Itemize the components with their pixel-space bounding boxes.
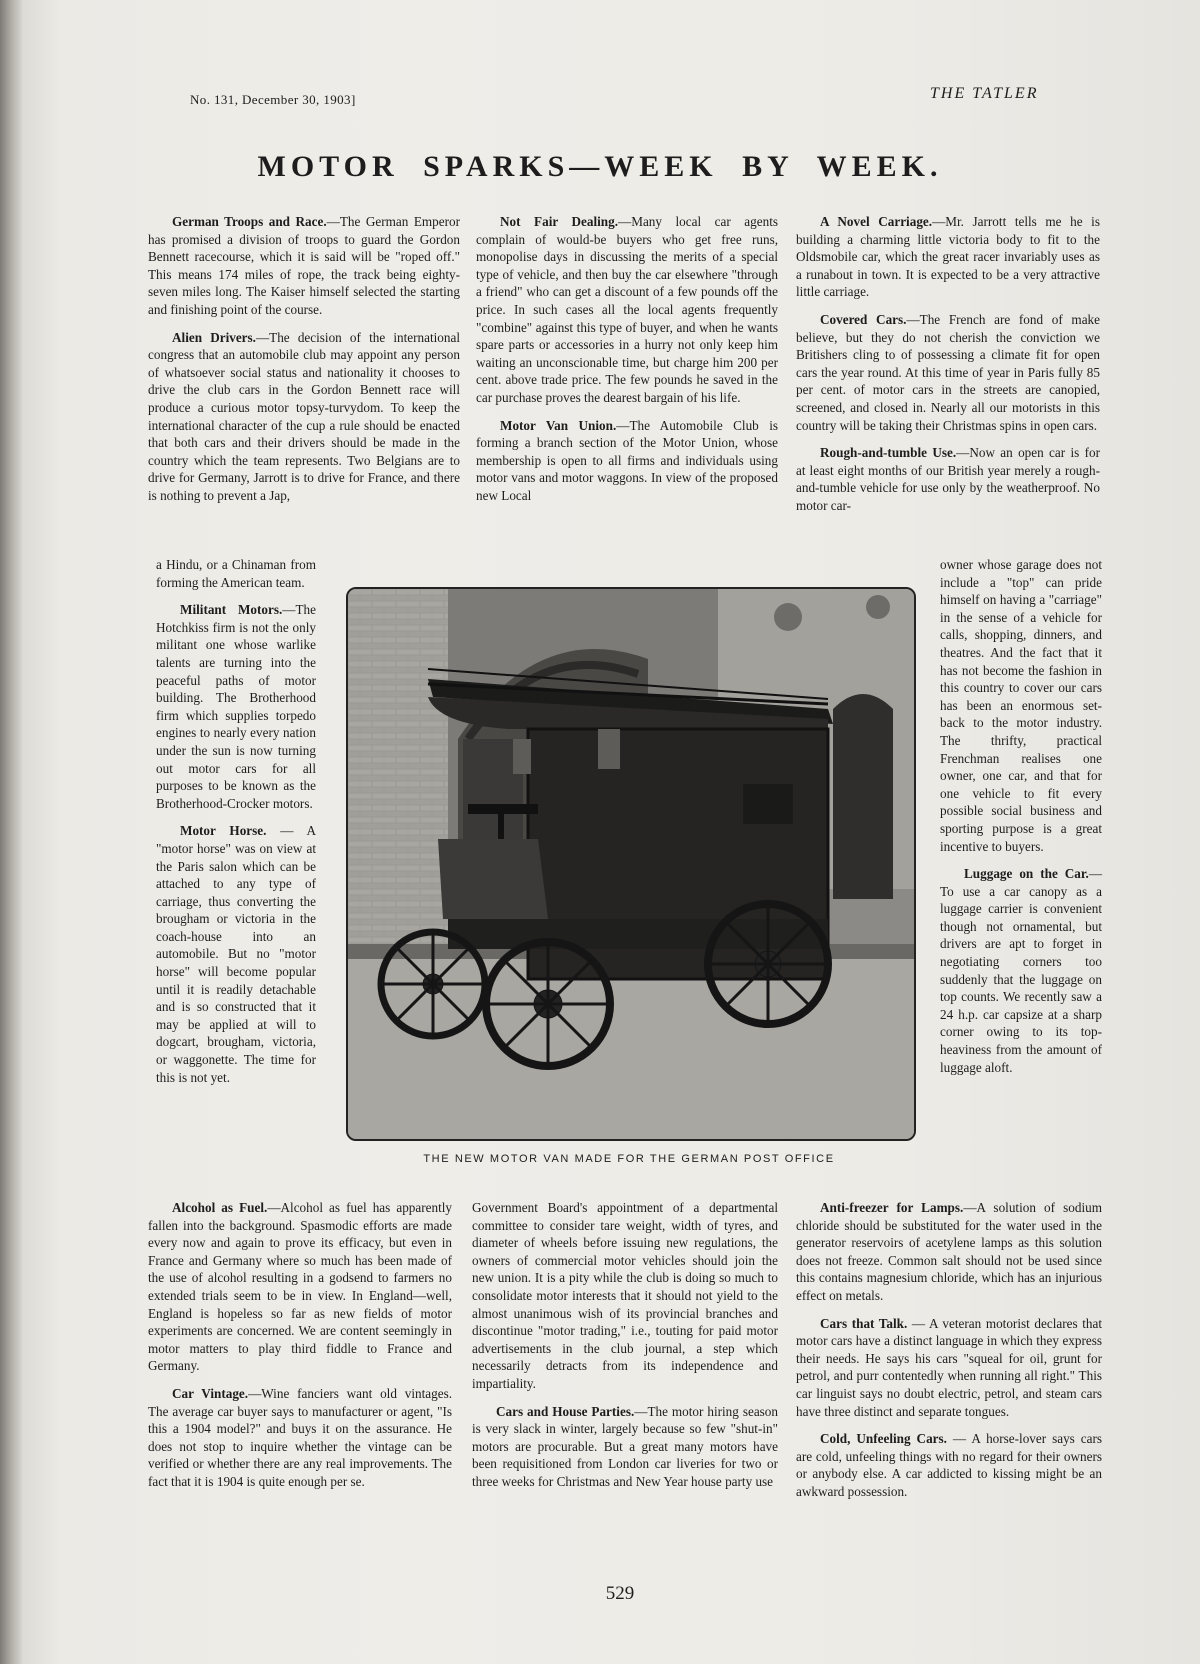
paragraph-body: —The decision of the international congress that an automobile club may appoint any person of whatsoever social status and nationality it chooses to drive the club cars in the Gordon Bennett race will produce a curious motor topsy-turvydom. To keep the international character of the cup a rule should be enacted that both cars and their drivers should be made in the country which the team represents. Two Belgians are to drive for Germany, Jarrott is to drive for France, and there is nothing to prevent a Jap, bbox=[148, 329, 460, 503]
magazine-name: THE TATLER bbox=[930, 85, 1039, 102]
paragraph-heading: Luggage on the Car. bbox=[964, 866, 1089, 882]
page-number: 529 bbox=[605, 1583, 635, 1604]
paragraph-luggage bbox=[940, 865, 1102, 1076]
paragraph-alien-drivers-cont: a Hindu, or a Chinaman from forming the American team. bbox=[156, 557, 316, 590]
paragraph-alcohol bbox=[148, 1199, 452, 1375]
top-column-2 bbox=[476, 213, 778, 515]
paragraph-body: — A horse-lover says cars are cold, unfeeling things with no regard for their owners or anybody else. A car addicted to kissing might be an awkward possession. bbox=[796, 1431, 1102, 1499]
paragraph-heading: Alcohol as Fuel. bbox=[172, 1200, 268, 1215]
bottom-column-1 bbox=[148, 1199, 452, 1501]
paragraph-body: —To use a car canopy as a luggage carrier is convenient though not ornamental, but drivers are apt to forget in negotiating corners too suddenly that the luggage on top counts. We recently saw a 24 h.p. car capsize at a sharp corner owing to its top-heaviness from the amount of luggage aloft. bbox=[940, 866, 1102, 1075]
paragraph-heading: Cold, Unfeeling Cars. bbox=[820, 1431, 947, 1447]
paragraph-body: —A solution of sodium chloride should be substituted for the water used in the generator reservoirs of acetylene lamps as this solution does not freeze. Common salt should not be used since this contains magnesium chloride, which has an injurious effect on metals. bbox=[796, 1200, 1102, 1303]
paragraph-body: —Now an open car is for at least eight months of our British year merely a rough-and-tumble vehicle for use only by the weatherproof. No motor car- bbox=[796, 445, 1101, 513]
paragraph-body: —The Hotchkiss firm is not the only militant one whose warlike talents are turning into the peaceful paths of motor building. The Brotherhood firm which supplies torpedo engines to nearly every nation under the sun is now turning out motor cars for all purposes to be known as the Brotherhood-Crocker motors. bbox=[156, 602, 316, 811]
paragraph-rough-and-tumble-cont: owner whose garage does not include a "top" can pride himself on having a "carriage" in the sense of a vehicle for calls, shopping, dinners, and theatres. And the fact that it has not become the fashion in this country to cover our cars has been an enormous set-back to the motor industry. The thrifty, practical Frenchman realises one owner, one car, and that for one vehicle to fit every possible social business and sporting purpose is a great incentive to buyers. bbox=[940, 557, 1102, 854]
paragraph-novel-carriage bbox=[796, 213, 1100, 301]
paragraph-heading: Rough-and-tumble Use. bbox=[820, 445, 957, 461]
bottom-column-3 bbox=[796, 1199, 1102, 1511]
paragraph-heading: Covered Cars. bbox=[820, 311, 907, 327]
paragraph-car-vintage bbox=[148, 1385, 452, 1491]
left-narrow-column bbox=[156, 556, 316, 1096]
paragraph-body: —The motor hiring season is very slack in winter, largely because so few "shut-in" motors are procurable. But a great many motors have been requisitioned from London car liveries for two or three weeks for Christmas and New Year house party use bbox=[472, 1403, 778, 1489]
paragraph-heading: Not Fair Dealing. bbox=[500, 214, 619, 229]
paragraph-body: —Many local car agents complain of would-be buyers who get free runs, monopolise days in discussing the merits of a special type of vehicle, and then buy the car elsewhere "through a friend" who can get a discount of a few pounds off the price. In such cases all the local agents frequently "combine" against this type of buyer, and when he wants spare parts or accessories in a hurry not only keep him waiting an unconscionable time, but charge him 200 per cent. above trade price. The few pounds he saved in the car purchase proves the dearest bargain of his life. bbox=[476, 214, 778, 405]
paragraph-body: —Mr. Jarrott tells me he is building a charming little victoria body to fit to the Oldsmobile car, which the great racer invariably uses as a runabout in town. It is expected to be a very attractive little carriage. bbox=[796, 214, 1100, 300]
paragraph-motor-van-union bbox=[476, 417, 778, 505]
motor-van-photo bbox=[346, 587, 916, 1141]
paragraph-body: — A "motor horse" was on view at the Paris salon which can be attached to any type of carriage, thus converting the brougham or victoria in the coach-house into an automobile. But no "motor horse" will become popular until it is readily detachable and is so constructed that it may be applied at will to dogcart, brougham, victoria, or waggonette. The time for this is not yet. bbox=[156, 823, 316, 1085]
paragraph-german-troops bbox=[148, 213, 460, 319]
paragraph-motor-van-union-cont: Government Board's appointment of a departmental committee to consider tare weight, width of tyres, and diameter of wheels before issuing new regulations, the owners of commercial motor vehicles should join the new union. It is a pity while the club is doing so much to consolidate motor interests that it should not yield to the almost unanimous wish of its provincial branches and discontinue "motor trading," i.e., touting for paid motor advertisements in the club journal, a step which necessarily detracts from its independence and impartiality. bbox=[472, 1200, 778, 1391]
paragraph-rough-and-tumble bbox=[796, 444, 1100, 514]
paragraph-body: —The Automobile Club is forming a branch section of the Motor Union, whose membership is open to all firms and individuals using motor vans and motor waggons. In view of the proposed new Local bbox=[476, 417, 779, 503]
paragraph-heading: Car Vintage. bbox=[172, 1385, 249, 1401]
paragraph-covered-cars bbox=[796, 311, 1100, 434]
paragraph-anti-freezer bbox=[796, 1199, 1102, 1305]
paragraph-heading: A Novel Carriage. bbox=[820, 214, 933, 229]
paragraph-body: —Alcohol as fuel has apparently fallen into the background. Spasmodic efforts are made every now and again to prove its efficacy, but even in France and Germany where so much has been made of the use of alcohol resulting in a godsend to farmers no extended trials seem to be in view. In England—well, England is hopeless so far as new fields of motor experiments are concerned. We are content seemingly in motor matters to play third fiddle to France and Germany. bbox=[148, 1200, 452, 1374]
paragraph-heading: Cars and House Parties. bbox=[496, 1403, 635, 1419]
paragraph-heading: Motor Horse. bbox=[180, 823, 267, 839]
paragraph-heading: Motor Van Union. bbox=[500, 417, 617, 433]
paragraph-heading: Anti-freezer for Lamps. bbox=[820, 1200, 964, 1215]
paragraph-body: —The German Emperor has promised a division of troops to guard the Gordon Bennett racecourse, which it is said will be "roped off." This means 174 miles of rope, the track being eighty-seven miles long. The Kaiser himself selected the starting and finishing point of the course. bbox=[148, 214, 460, 317]
paragraph-heading: Militant Motors. bbox=[180, 602, 283, 618]
right-narrow-column bbox=[940, 556, 1102, 1086]
paragraph-heading: Alien Drivers. bbox=[172, 329, 256, 345]
paragraph-alien-drivers bbox=[148, 329, 460, 505]
paragraph-heading: German Troops and Race. bbox=[172, 214, 327, 229]
top-column-3 bbox=[796, 213, 1100, 525]
photo-caption: THE NEW MOTOR VAN MADE FOR THE GERMAN POST OFFICE bbox=[423, 1153, 835, 1165]
paragraph-body: — A veteran motorist declares that motor cars have a distinct language in which they express their needs. He says his cars "squeal for oil, grunt for petrol, and purr contentedly when running all right." This car linguist says no doubt electric, petrol, and steam cars have three distinct and separate tongues. bbox=[796, 1315, 1102, 1419]
paragraph-militant-motors bbox=[156, 601, 316, 812]
paragraph-heading: Cars that Talk. bbox=[820, 1315, 908, 1331]
page-title: MOTOR SPARKS—WEEK BY WEEK. bbox=[257, 150, 943, 183]
paragraph-motor-horse bbox=[156, 822, 316, 1086]
paragraph-cars-that-talk bbox=[796, 1315, 1102, 1421]
paragraph-house-parties bbox=[472, 1403, 778, 1491]
bottom-column-2 bbox=[472, 1199, 778, 1501]
motor-van-illustration bbox=[348, 589, 914, 1139]
paragraph-cold-cars bbox=[796, 1430, 1102, 1500]
top-column-1 bbox=[148, 213, 460, 515]
paragraph-body: —Wine fanciers want old vintages. The average car buyer says to manufacturer or agent, "Is this a 1904 model?" and buys it on the assurance. He does not stop to inquire whether the vintage can be verified or whether there are any real improvements. The fact that it is 1904 is quite enough per se. bbox=[148, 1385, 452, 1489]
issue-header: No. 131, December 30, 1903] bbox=[190, 92, 356, 107]
binding-edge bbox=[0, 0, 22, 1664]
paragraph-body: —The French are fond of make believe, but they do not cherish the conviction we Britishers cling to of possessing a climate fit for open cars the year round. At this time of year in Paris fully 85 per cent. of motor cars in the streets are canopied, screened, and closed in. Nearly all our motorists in this country will be taking their Christmas spins in open cars. bbox=[796, 311, 1100, 433]
paragraph-not-fair-dealing bbox=[476, 213, 778, 407]
